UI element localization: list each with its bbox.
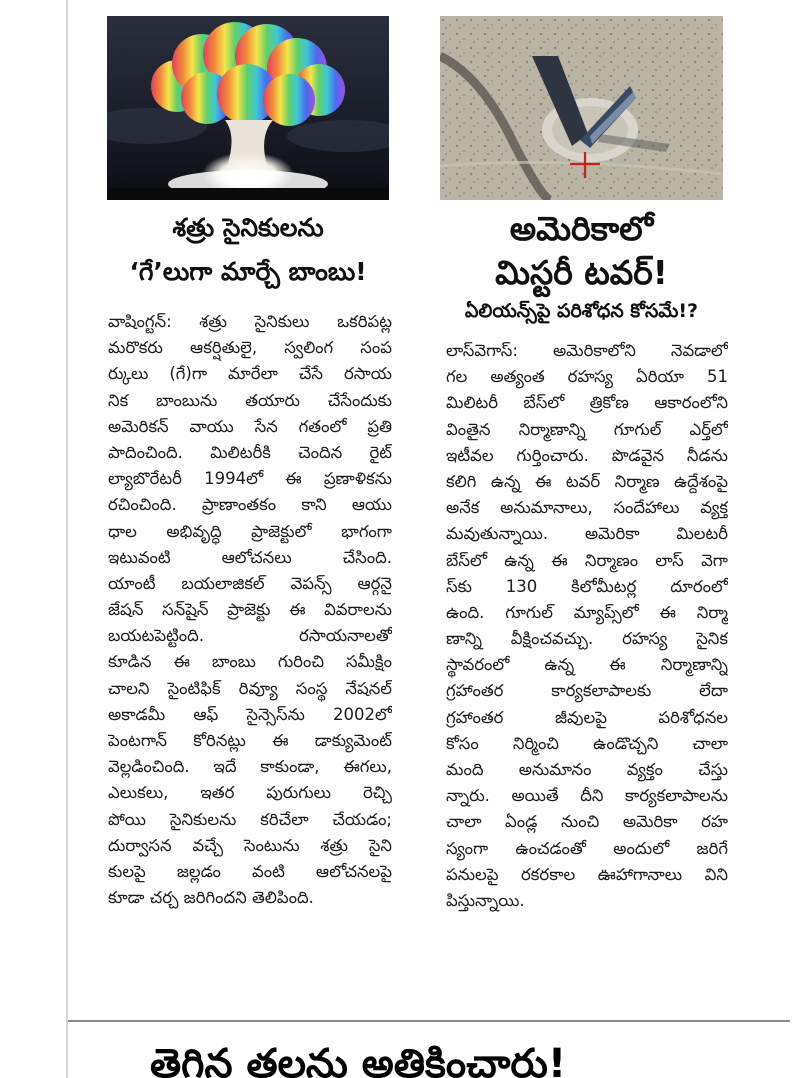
body-line: కోసం నిర్మించి ఉండొచ్చని చాలా xyxy=(446,733,728,753)
body-line: ణాన్ని వీక్షించవచ్చు. రహస్య సైనిక xyxy=(446,629,728,649)
body-line: ఉంది. గూగుల్ మ్యాప్స్‌లో ఈ నిర్మా xyxy=(446,602,728,622)
body-line: వాషింగ్టన్: శత్రు సైనికులు ఒకరిపట్ల xyxy=(108,312,392,331)
body-line: చాలా ఏండ్ల నుంచి అమెరికా రహ xyxy=(446,812,728,832)
body-line: వింతైన నిర్మాణాన్ని గూగుల్ ఎర్త్‌లో xyxy=(446,419,728,439)
body-line: జేషన్ సన్‌షైన్ ప్రాజెక్టు ఈ వివరాలను xyxy=(108,600,392,620)
right-article-body xyxy=(446,338,728,914)
body-line: ఇటీవల గుర్తించారు. పొడవైన నీడను xyxy=(446,445,728,465)
body-line: స్‌కు 130 కిలోమీటర్ల దూరంలో xyxy=(446,576,728,596)
body-line: పాదించింది. మిలిటరీకి చెందిన రైట్ xyxy=(108,442,392,462)
body-line: కూడా చర్చ జరిగిందని తెలిపింది. xyxy=(108,888,314,908)
right-subheadline: ఏలియన్స్‌పై పరిశోధన కోసమే!? xyxy=(464,300,699,322)
body-line: అమెరికన్ వాయు సేన గతంలో ప్రతి xyxy=(108,416,392,436)
body-line: పిస్తున్నాయి. xyxy=(446,890,525,910)
left-article-body xyxy=(108,309,392,911)
body-line: రచించింది. ప్రాణాంతకం కాని ఆయు xyxy=(108,495,392,515)
body-line: న్నారు. అయితే దీని కార్యకలాపాలను xyxy=(446,786,728,806)
body-line: బేస్‌లో ఉన్న ఈ నిర్మాణం లాస్ వెగా xyxy=(446,550,728,570)
body-line: దుర్వాసన వచ్చే సెంటును శత్రు సైని xyxy=(108,835,392,855)
body-line: అనేక అనుమానాలు, సందేహాలు వ్యక్త xyxy=(446,498,728,518)
body-line: యాంటీ బయలాజికల్ వెపన్స్ ఆర్గనై xyxy=(108,573,392,593)
page-margin-rule xyxy=(66,0,68,1078)
body-line: మరొకరు ఆకర్షితులై, స్వలింగ సంప xyxy=(108,338,392,358)
body-line: ర్కులు (గే)గా మారేలా చేసే రసాయ xyxy=(108,364,392,384)
body-line: కలిగి ఉన్న ఈ టవర్ నిర్మాణ ఉద్దేశంపై xyxy=(446,471,728,491)
body-line: గ్రహాంతర జీవులపై పరిశోధనల xyxy=(446,707,728,727)
body-line: చాలని సైంటిఫిక్ రివ్యూ సంస్థ నేషనల్ xyxy=(108,678,392,698)
body-line: ధాల అభివృద్ధి ప్రాజెక్టులో భాగంగా xyxy=(108,521,392,541)
body-line: మిలిటరీ బేస్‌లో త్రికోణ ఆకారంలోని xyxy=(446,393,728,413)
body-line: మవుతున్నాయి. అమెరికా మిలటరీ xyxy=(446,524,728,544)
left-headline-line2: ‘గే’లుగా మార్చే బాంబు! xyxy=(129,257,367,286)
body-line: స్థావరంలో ఉన్న ఈ నిర్మాణాన్ని xyxy=(446,655,728,675)
body-line: పోయి సైనికులను కరిచేలా చేయడం; xyxy=(108,809,392,829)
right-headline-line1: అమెరికాలో xyxy=(509,209,654,248)
body-line: స్యంగా ఉంచడంతో అందులో జరిగే xyxy=(446,838,728,858)
body-line: కూడిన ఈ బాంబు గురించి సమీక్షిం xyxy=(108,652,392,672)
body-line: నిక బాంబును తయారు చేసేందుకు xyxy=(108,390,392,410)
body-line: గల అత్యంత రహస్య ఏరియా 51 xyxy=(446,367,728,387)
bottom-headline-cropped: తెగిన తలను అతికించారు! xyxy=(150,1041,567,1078)
body-line: లాస్‌వెగాస్: అమెరికాలోని నెవడాలో xyxy=(446,341,728,360)
body-line: మంది అనుమానం వ్యక్తం చేస్తు xyxy=(446,760,728,779)
body-line: పనులపై రకరకాల ఊహాగానాలు విని xyxy=(446,864,728,884)
section-divider xyxy=(68,1020,790,1022)
left-headline-line1: శత్రు సైనికులను xyxy=(172,213,324,242)
satellite-tower-photo xyxy=(440,16,723,200)
body-line: కులపై జల్లడం వంటి ఆలోచనలపై xyxy=(108,861,392,881)
body-line: పెంటగాన్ కోరినట్లు ఈ డాక్యుమెంట్ xyxy=(108,731,392,750)
body-line: అకాడమీ ఆఫ్ సైన్సెస్‌ను 2002లో xyxy=(108,704,392,724)
body-line: ఎలుకలు, ఇతర పురుగులు రెచ్చి xyxy=(108,783,392,803)
body-line: బయటపెట్టింది. రసాయనాలతో xyxy=(108,626,392,646)
body-line: గ్రహాంతర కార్యకలాపాలకు లేదా xyxy=(446,681,728,701)
mushroom-cloud-photo xyxy=(107,16,389,200)
body-line: ఇటువంటి ఆలోచనలు చేసింది. xyxy=(108,547,392,567)
body-line: ల్యాబొరేటరీ 1994లో ఈ ప్రణాళికను xyxy=(108,469,392,489)
right-headline-line2: మిస్టరీ టవర్! xyxy=(495,253,668,292)
body-line: వెల్లడించింది. ఇదే కాకుండా, ఈగలు, xyxy=(108,757,392,777)
